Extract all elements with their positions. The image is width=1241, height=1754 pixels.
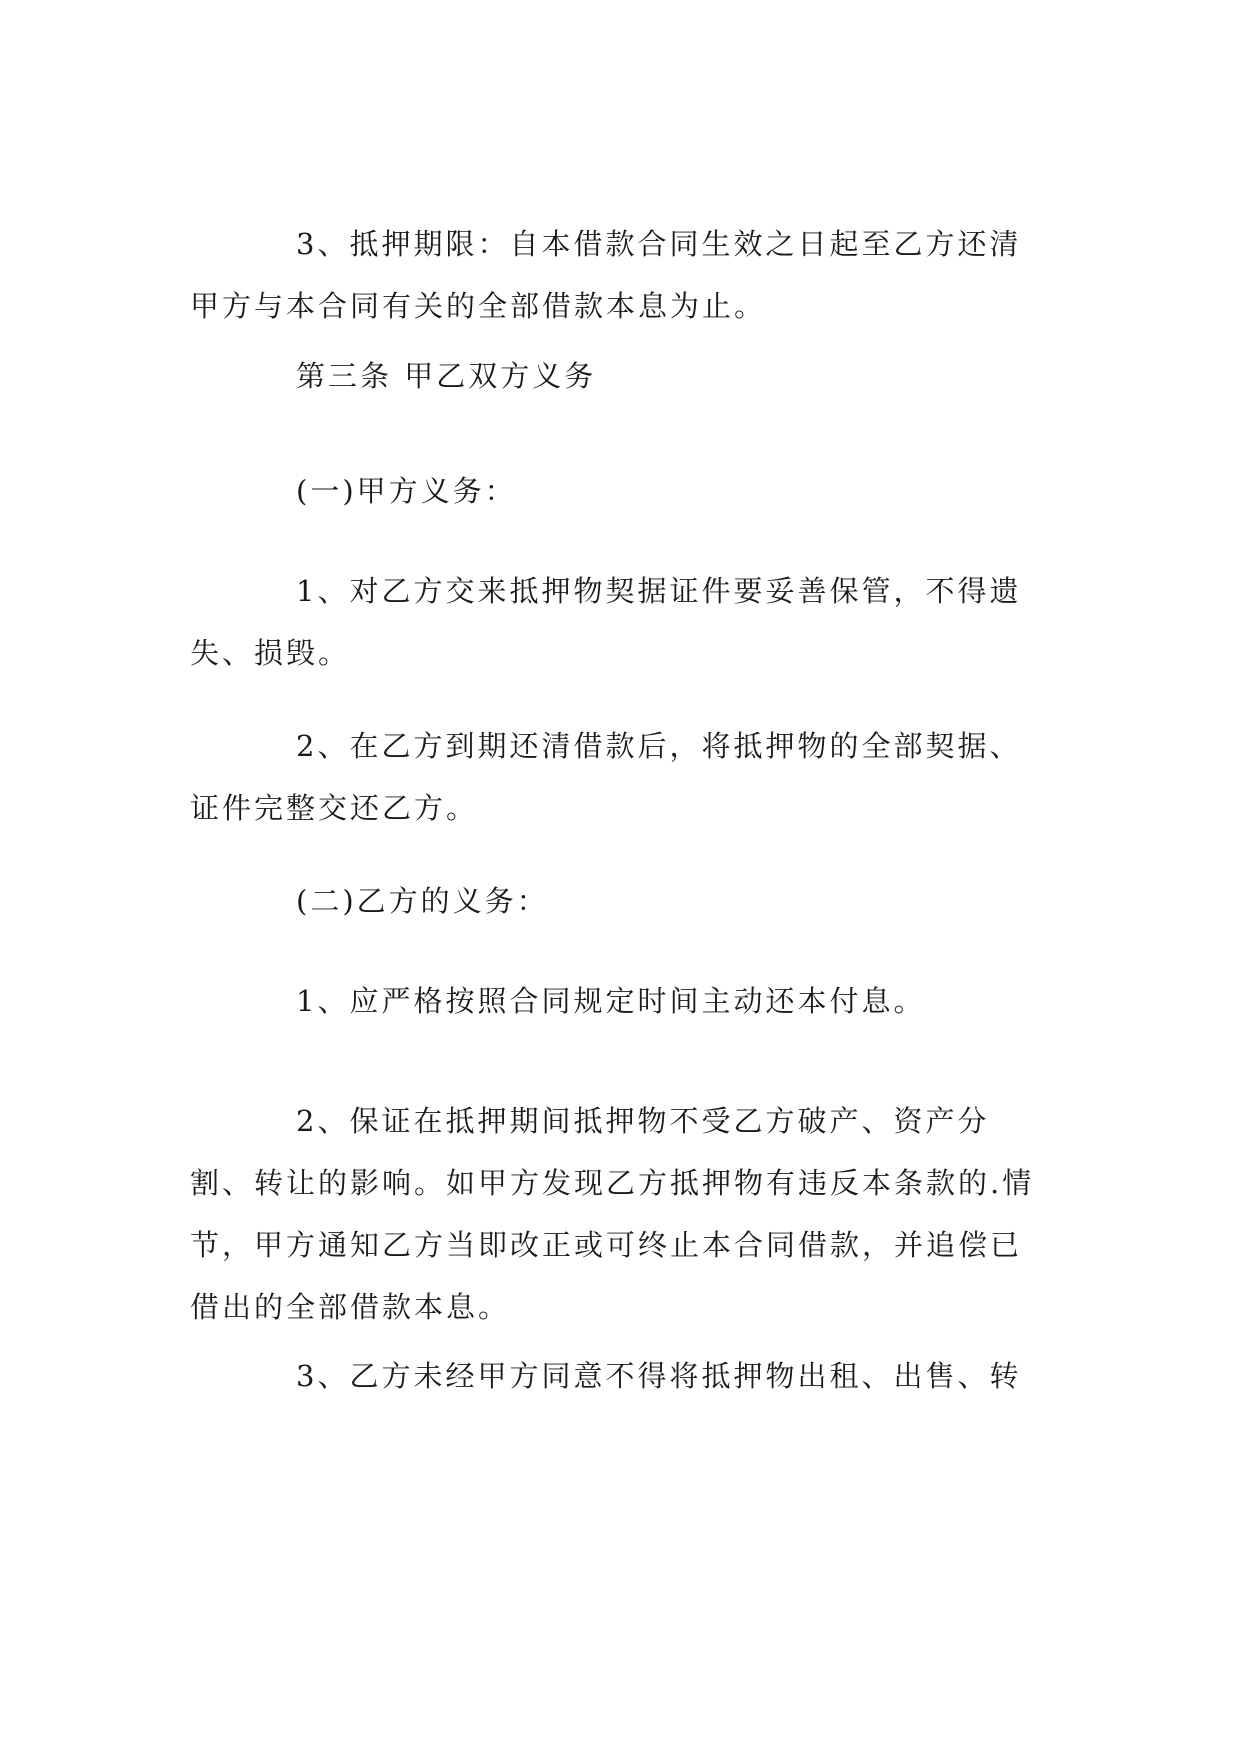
party-b-obligations-heading: (二)乙方的义务： bbox=[296, 884, 549, 918]
paragraph-party-b-obligation-1: 1、应严格按照合同规定时间主动还本付息。 bbox=[296, 984, 926, 1018]
paragraph-party-b-obligation-2: 2、保证在抵押期间抵押物不受乙方破产、资产分割、转让的影响。如甲方发现乙方抵押物有违反本条款的.情节，甲方通知乙方当即改正或可终止本合同借款，并追偿已借出的全部借款本息。 bbox=[190, 1104, 1035, 1324]
paragraph-party-a-obligation-1: 1、对乙方交来抵押物契据证件要妥善保管，不得遗失、损毁。 bbox=[190, 574, 1022, 670]
paragraph-mortgage-term: 3、抵押期限：自本借款合同生效之日起至乙方还清甲方与本合同有关的全部借款本息为止。 bbox=[190, 227, 1022, 323]
article-three-heading: 第三条 甲乙双方义务 bbox=[296, 359, 597, 393]
paragraph-party-b-obligation-3: 3、乙方未经甲方同意不得将抵押物出租、出售、转 bbox=[296, 1359, 1022, 1393]
party-a-obligations-heading: (一)甲方义务： bbox=[296, 474, 517, 508]
paragraph-party-a-obligation-2: 2、在乙方到期还清借款后，将抵押物的全部契据、证件完整交还乙方。 bbox=[190, 729, 1022, 825]
